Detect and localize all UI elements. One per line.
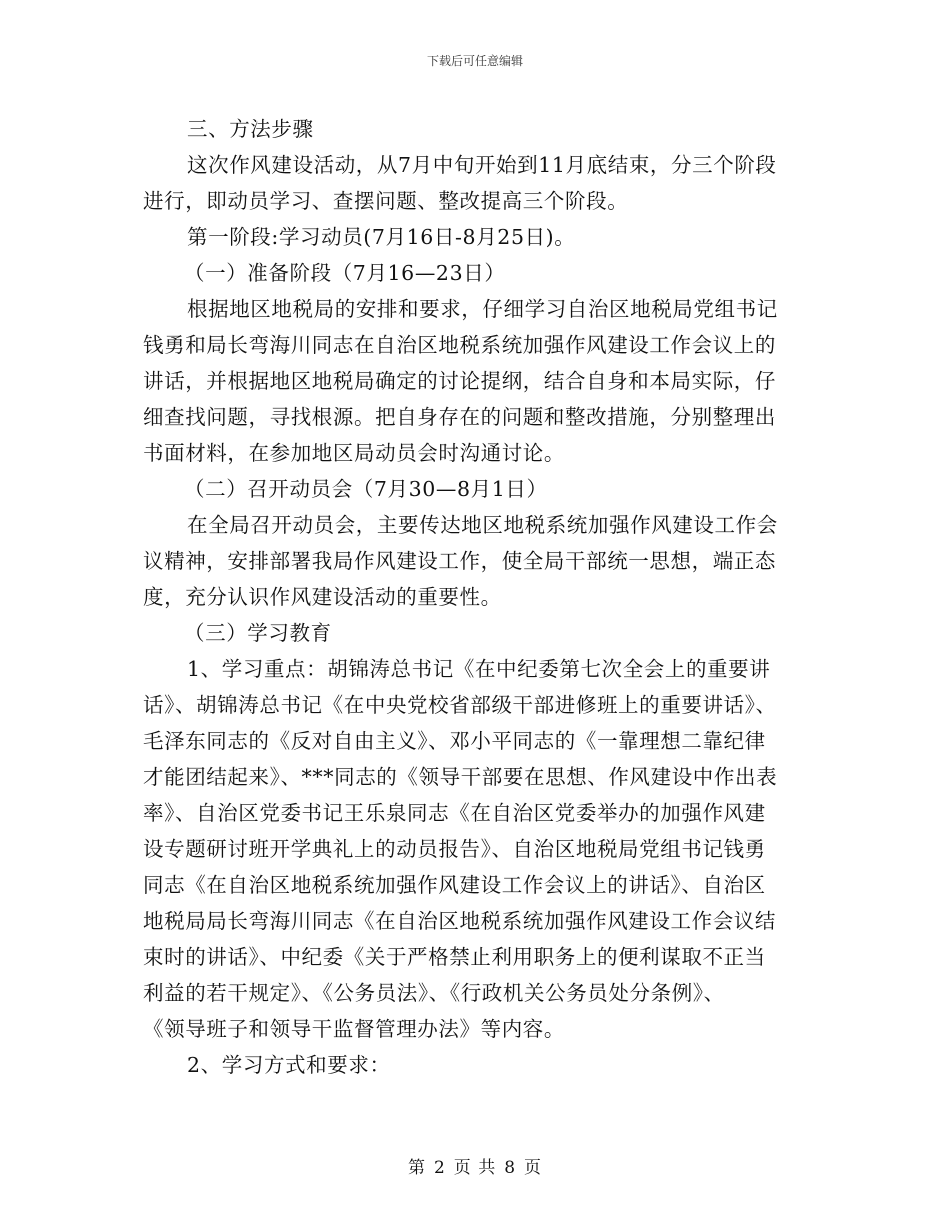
paragraph-line: 同志《在自治区地税系统加强作风建设工作会议上的讲话》、自治区 — [143, 873, 766, 897]
paragraph-line: 利益的若干规定》、《公务员法》、《行政机关公务员处分条例》、 — [143, 981, 725, 1005]
paragraph-line: 细查找问题，寻找根源。把自身存在的问题和整改措施，分别整理出 — [143, 405, 776, 429]
paragraph-line: 在全局召开动员会，主要传达地区地税系统加强作风建设工作会 — [187, 513, 778, 537]
paragraph-line: 度，充分认识作风建设活动的重要性。 — [143, 585, 502, 609]
paragraph-line: 地税局局长弯海川同志《在自治区地税系统加强作风建设工作会议结 — [143, 909, 776, 933]
header-note: 下载后可任意编辑 — [426, 54, 523, 68]
section-heading: 三、方法步骤 — [187, 117, 314, 141]
paragraph-line: 讲话，并根据地区地税局确定的讨论提纲，结合自身和本局实际，仔 — [143, 369, 776, 393]
subsection-heading: （三）学习教育 — [184, 621, 332, 645]
paragraph-line: 《领导班子和领导干监督管理办法》等内容。 — [143, 1017, 565, 1041]
paragraph-line: 才能团结起来》、***同志的《领导干部要在思想、作风建设中作出表 — [143, 765, 778, 789]
paragraph-line: 根据地区地税局的安排和要求，仔细学习自治区地税局党组书记 — [187, 297, 778, 321]
paragraph-line: 率》、自治区党委书记王乐泉同志《在自治区党委举办的加强作风建 — [143, 801, 766, 825]
document-body — [143, 111, 811, 1083]
paragraph-line: 钱勇和局长弯海川同志在自治区地税系统加强作风建设工作会议上的 — [143, 333, 776, 357]
paragraph-line: 1、学习重点：胡锦涛总书记《在中纪委第七次全会上的重要讲 — [187, 657, 771, 681]
total-page-count: 8 — [504, 1158, 517, 1178]
subsection-heading: （二）召开动员会（7月30—8月1日） — [184, 477, 548, 501]
page-footer — [0, 1153, 950, 1178]
footer-prefix: 第 — [407, 1158, 426, 1178]
paragraph-line: 书面材料，在参加地区局动员会时沟通讨论。 — [143, 441, 565, 465]
paragraph-line: 议精神，安排部署我局作风建设工作，使全局干部统一思想，端正态 — [143, 549, 776, 573]
numbered-item-heading: 2、学习方式和要求： — [187, 1053, 391, 1077]
current-page-number: 2 — [433, 1158, 446, 1178]
paragraph-line: 这次作风建设活动，从7月中旬开始到11月底结束，分三个阶段 — [187, 153, 777, 177]
paragraph-line: 设专题研讨班开学典礼上的动员报告》、自治区地税局党组书记钱勇 — [143, 837, 766, 861]
footer-middle: 页 共 — [453, 1158, 497, 1178]
subsection-heading: （一）准备阶段（7月16—23日） — [184, 261, 506, 285]
paragraph-line: 毛泽东同志的《反对自由主义》、邓小平同志的《一靠理想二靠纪律 — [143, 729, 766, 753]
stage-heading: 第一阶段:学习动员(7月16日-8月25日)。 — [187, 225, 576, 249]
paragraph-line: 束时的讲话》、中纪委《关于严格禁止利用职务上的便利谋取不正当 — [143, 945, 766, 969]
footer-suffix: 页 — [524, 1158, 543, 1178]
paragraph-line: 进行，即动员学习、查摆问题、整改提高三个阶段。 — [143, 189, 629, 213]
paragraph-line: 话》、胡锦涛总书记《在中央党校省部级干部进修班上的重要讲话》、 — [143, 693, 777, 717]
